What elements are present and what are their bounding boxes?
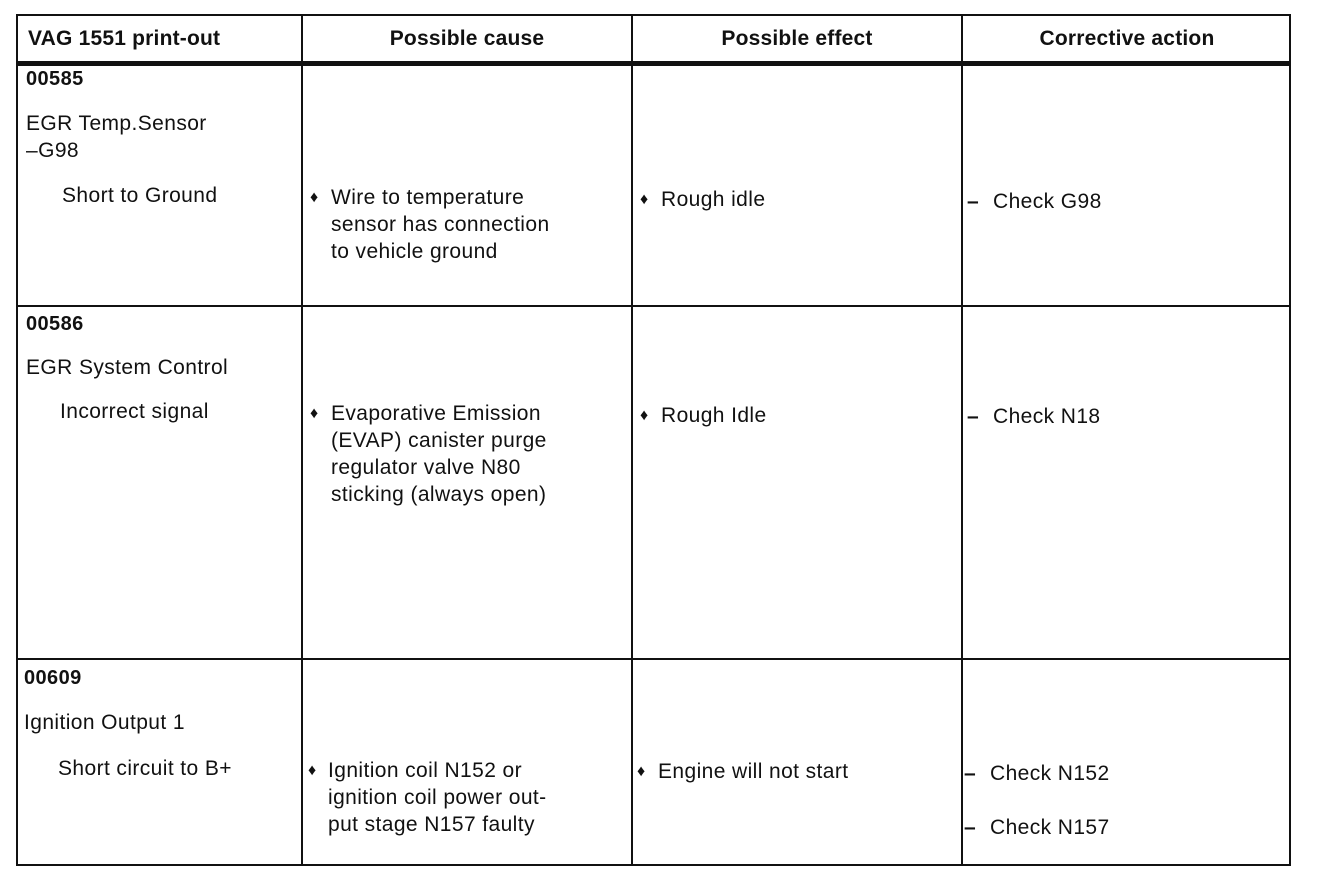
possible-cause-text: Evaporative Emission (EVAP) canister purge regulator valve N80 sticking (always open) — [331, 402, 547, 506]
fault-type: Incorrect signal — [60, 400, 209, 423]
header-corrective-action: Corrective action — [1039, 27, 1215, 50]
fault-code: 00609 — [24, 667, 82, 689]
dash-icon: – — [964, 816, 976, 839]
row-divider — [18, 658, 1289, 660]
bullet-icon: ♦ — [310, 405, 319, 422]
corrective-action-text: Check N157 — [990, 816, 1110, 839]
corrective-action-text: Check G98 — [993, 190, 1102, 213]
header-possible-effect: Possible effect — [721, 27, 873, 50]
dash-icon: – — [967, 190, 979, 213]
column-divider — [961, 16, 963, 864]
fault-type: Short to Ground — [62, 184, 218, 207]
dash-icon: – — [967, 405, 979, 428]
row-divider — [18, 305, 1289, 307]
column-divider — [301, 16, 303, 864]
fault-type: Short circuit to B+ — [58, 757, 232, 780]
corrective-action-text: Check N18 — [993, 405, 1101, 428]
possible-cause-text: Wire to temperature sensor has connection to vehicle ground — [331, 186, 550, 263]
bullet-icon: ♦ — [640, 191, 649, 208]
bullet-icon: ♦ — [308, 762, 317, 779]
component-name: Ignition Output 1 — [24, 711, 185, 734]
bullet-icon: ♦ — [310, 189, 319, 206]
possible-effect-text: Rough Idle — [661, 404, 767, 427]
dash-icon: – — [964, 762, 976, 785]
fault-code-table — [16, 14, 1291, 866]
component-name: EGR System Control — [26, 356, 229, 379]
possible-effect-text: Rough idle — [661, 188, 766, 211]
fault-code: 00586 — [26, 313, 84, 335]
bullet-icon: ♦ — [637, 763, 646, 780]
corrective-action-text: Check N152 — [990, 762, 1110, 785]
fault-code: 00585 — [26, 68, 84, 90]
header-printout: VAG 1551 print-out — [28, 27, 221, 50]
component-name: EGR Temp.Sensor –G98 — [26, 112, 207, 162]
possible-cause-text: Ignition coil N152 or ignition coil power out- put stage N157 faulty — [328, 759, 547, 836]
possible-effect-text: Engine will not start — [658, 760, 849, 783]
column-divider — [631, 16, 633, 864]
header-possible-cause: Possible cause — [389, 27, 545, 50]
bullet-icon: ♦ — [640, 407, 649, 424]
